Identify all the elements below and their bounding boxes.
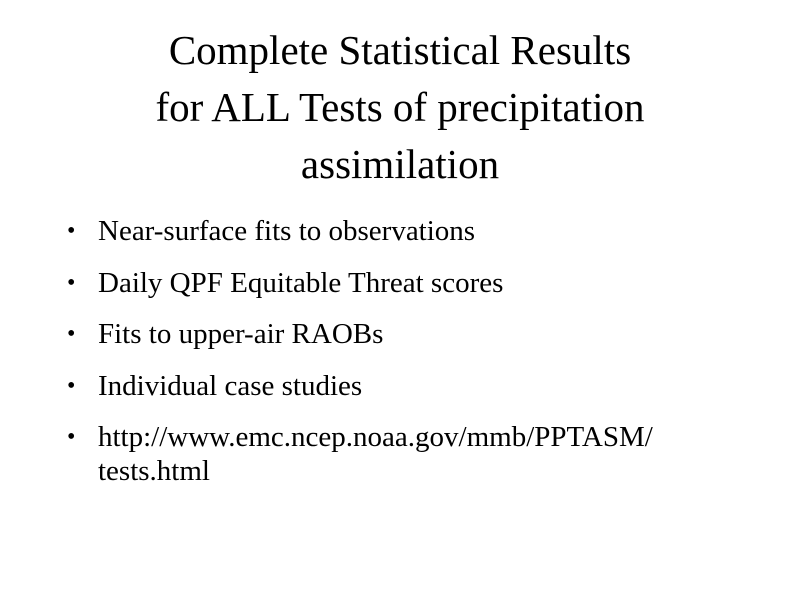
title-line: assimilation (300, 141, 500, 187)
bullet-marker: • (67, 269, 76, 296)
bullet-marker: • (67, 424, 76, 450)
bullet-text (98, 266, 790, 300)
bullet-marker: • (67, 372, 76, 399)
bullet-item (0, 369, 800, 403)
bullet-text-line: Individual case studies (98, 369, 363, 402)
bullet-text (98, 369, 790, 403)
title-line: Complete Statistical Results (168, 27, 632, 73)
url-text-line: http://www.emc.ncep.noaa.gov/mmb/PPTASM/ (98, 421, 653, 453)
bullet-list (0, 214, 800, 506)
bullet-item (0, 317, 800, 351)
bullet-text-line: Fits to upper-air RAOBs (98, 318, 384, 350)
title-line: for ALL Tests of precipitation (155, 84, 645, 130)
bullet-item-url (0, 420, 800, 488)
bullet-text (98, 317, 790, 351)
url-text-line: tests.html (98, 455, 210, 487)
bullet-text-line: Daily QPF Equitable Threat scores (98, 266, 504, 299)
url-text (98, 420, 790, 488)
bullet-marker: • (67, 218, 76, 244)
bullet-text (98, 214, 790, 248)
bullet-item (0, 214, 800, 248)
bullet-item (0, 266, 800, 300)
bullet-text-line: Near-surface fits to observations (98, 215, 476, 247)
bullet-marker: • (67, 321, 76, 347)
slide-title (40, 22, 760, 193)
